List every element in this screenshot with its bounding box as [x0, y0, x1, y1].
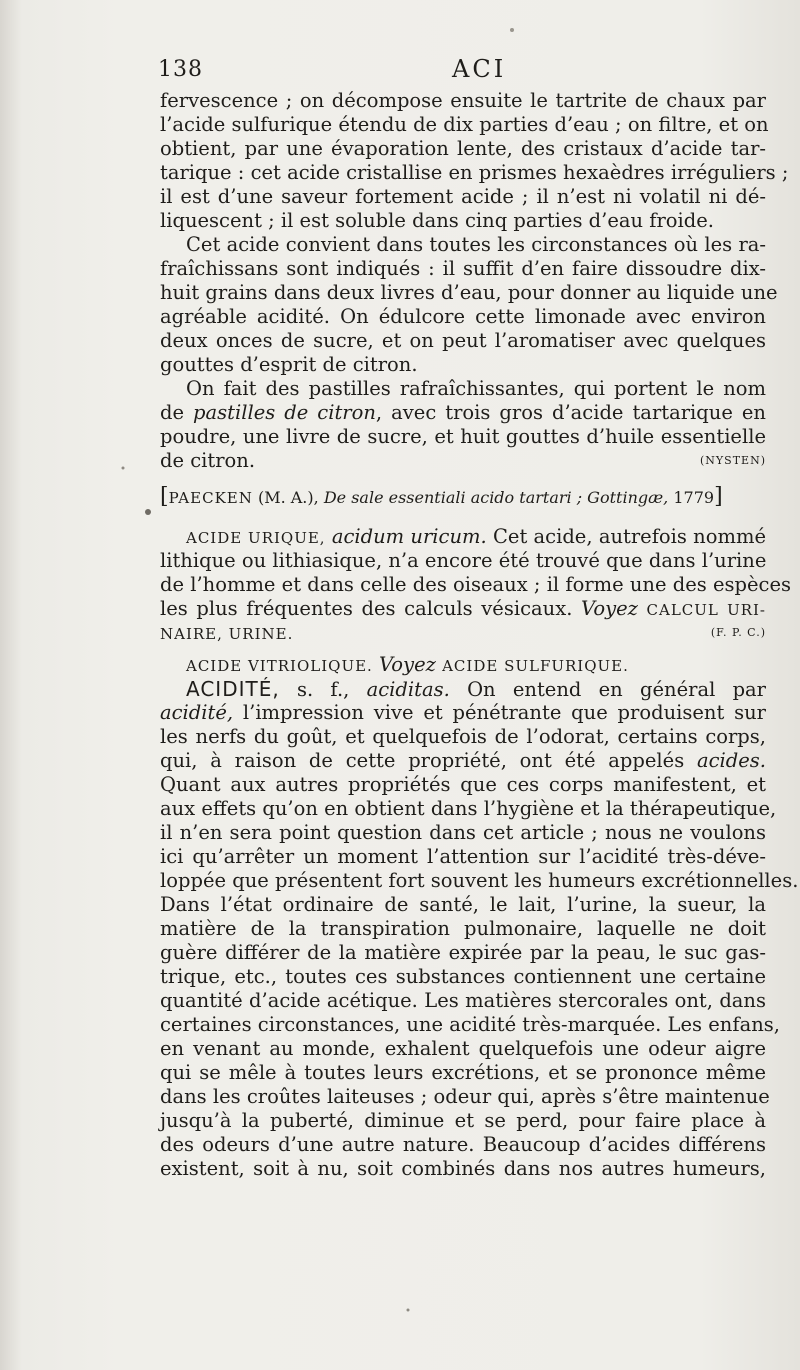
- text-line: matière de la transpiration pulmonaire, laquelle ne doit: [160, 917, 766, 940]
- voyez-term: Voyez: [379, 653, 436, 676]
- text-line: de l’homme et dans celle des oiseaux ; il forme une des espèces: [160, 573, 791, 596]
- text-line: des odeurs d’une autre nature. Beaucoup d’acides différens: [160, 1133, 766, 1156]
- text-line: existent, soit à nu, soit combinés dans nos autres humeurs,: [160, 1157, 766, 1180]
- text-line: dans les croûtes laiteuses ; odeur qui, après s’être maintenue: [160, 1085, 770, 1108]
- text-line: [160, 621, 766, 645]
- text-line: [160, 597, 766, 621]
- text-line: jusqu’à la puberté, diminue et se perd, pour faire place à: [160, 1109, 766, 1132]
- italic-term: acidité,: [160, 701, 234, 724]
- text-line: huit grains dans deux livres d’eau, pour donner au liquide une: [160, 281, 778, 304]
- text-line: aux effets qu’on en obtient dans l’hygiène et la thérapeutique,: [160, 797, 777, 820]
- text-line: fraîchissans sont indiqués : il suffit d’en faire dissoudre dix-: [160, 257, 766, 280]
- text-line: Quant aux autres propriétés que ces corps manifestent, et: [160, 773, 766, 796]
- text-line: [160, 449, 766, 473]
- text-segment: l’impression vive et pénétrante que produisent sur: [242, 701, 766, 724]
- text-line: obtient, par une évaporation lente, des cristaux d’acide tar-: [160, 137, 766, 160]
- text-line: ici qu’arrêter un moment l’attention sur l’acidité très-déve-: [160, 845, 766, 868]
- text-line: l’acide sulfurique étendu de dix parties d’eau ; on filtre, et on: [160, 113, 769, 136]
- biblio-title: De sale essentiali acido tartari ; Gottingæ,: [323, 488, 669, 507]
- cross-reference: ACIDE SULFURIQUE.: [442, 657, 629, 675]
- latin-term: acidum uricum.: [331, 525, 487, 548]
- italic-term: pastilles de citron: [193, 401, 376, 424]
- voyez-term: Voyez: [581, 597, 638, 620]
- text-line: trique, etc., toutes ces substances contiennent une certaine: [160, 965, 766, 988]
- text-line: loppée que présentent fort souvent les humeurs excrétionnelles.: [160, 869, 799, 892]
- text-line: qui se mêle à toutes leurs excrétions, et se prononce même: [160, 1061, 766, 1084]
- text-column: [160, 89, 799, 1181]
- text-line: On fait des pastilles rafraîchissantes, qui portent le nom: [186, 377, 766, 400]
- text-line: Cet acide convient dans toutes les circonstances où les ra-: [186, 233, 766, 256]
- spacer: [160, 511, 766, 525]
- text-line: [160, 701, 766, 725]
- latin-term: aciditas.: [366, 678, 450, 701]
- paper-speck: [510, 28, 514, 32]
- text-line: Dans l’état ordinaire de santé, le lait, l’urine, la sueur, la: [160, 893, 766, 916]
- text-segment: On entend en général par: [467, 678, 766, 701]
- entry-headword: ACIDITÉ,: [186, 677, 280, 701]
- text-line: fervescence ; on décompose ensuite le tartrite de chaux par: [160, 89, 766, 112]
- part-of-speech: s. f.,: [296, 678, 350, 701]
- author-signature: (F. P. C.): [710, 626, 766, 639]
- page-number: 138: [158, 57, 203, 82]
- entry-headword: ACIDE URIQUE,: [186, 529, 326, 547]
- cross-reference: CALCUL URI-: [646, 601, 766, 619]
- text-segment: qui, à raison de cette propriété, ont été appelés: [160, 749, 685, 772]
- text-line: quantité d’acide acétique. Les matières stercorales ont, dans: [160, 989, 766, 1012]
- biblio-initials: (M. A.),: [257, 488, 319, 507]
- paper-speck: [122, 467, 125, 470]
- text-line: en venant au monde, exhalent quelquefois une odeur aigre: [160, 1037, 766, 1060]
- bracket-mark: ]: [714, 484, 723, 509]
- text-line: guère différer de la matière expirée par la peau, le suc gas-: [160, 941, 766, 964]
- text-segment: Cet acide, autrefois nommé: [492, 525, 766, 548]
- text-line: il est d’une saveur fortement acide ; il n’est ni volatil ni dé-: [160, 185, 766, 208]
- text-line: poudre, une livre de sucre, et huit gouttes d’huile essentielle: [160, 425, 766, 448]
- text-line: les nerfs du goût, et quelquefois de l’odorat, certains corps,: [160, 725, 766, 748]
- text-line: lithique ou lithiasique, n’a encore été trouvé que dans l’urine: [160, 549, 767, 572]
- text-line: il n’en sera point question dans cet article ; nous ne voulons: [160, 821, 766, 844]
- spacer: [160, 645, 766, 653]
- italic-term: acides.: [696, 749, 766, 772]
- text-segment: de citron.: [160, 449, 256, 472]
- text-segment: de: [160, 401, 185, 424]
- entry-headword: ACIDE VITRIOLIQUE.: [186, 657, 373, 675]
- text-line: agréable acidité. On édulcore cette limonade avec environ: [160, 305, 766, 328]
- text-line: [160, 401, 766, 425]
- paper-speck: [145, 509, 151, 515]
- entry-line: [160, 653, 766, 677]
- biblio-year: 1779: [673, 488, 715, 507]
- author-signature: (NYSTEN): [700, 454, 766, 467]
- paper-speck: [407, 1309, 410, 1312]
- running-head: ACI: [452, 55, 507, 83]
- entry-line: [160, 525, 766, 549]
- bracket-mark: [: [160, 484, 169, 509]
- biblio-author: PAECKEN: [168, 489, 253, 507]
- entry-line: [160, 677, 766, 701]
- text-line: [160, 749, 766, 773]
- text-line: certaines circonstances, une acidité très-marquée. Les enfans,: [160, 1013, 780, 1036]
- text-line: tarique : cet acide cristallise en prismes hexaèdres irréguliers ;: [160, 161, 789, 184]
- text-line: deux onces de sucre, et on peut l’aromatiser avec quelques: [160, 329, 766, 352]
- cross-reference: NAIRE, URINE.: [160, 625, 294, 643]
- text-segment: les plus fréquentes des calculs vésicaux.: [160, 597, 573, 620]
- page-header: [155, 57, 765, 87]
- bibliography-line: [160, 483, 766, 511]
- text-line: liquescent ; il est soluble dans cinq parties d’eau froide.: [160, 209, 714, 232]
- text-line: gouttes d’esprit de citron.: [160, 353, 418, 376]
- text-segment: , avec trois gros d’acide tartarique en: [375, 401, 766, 424]
